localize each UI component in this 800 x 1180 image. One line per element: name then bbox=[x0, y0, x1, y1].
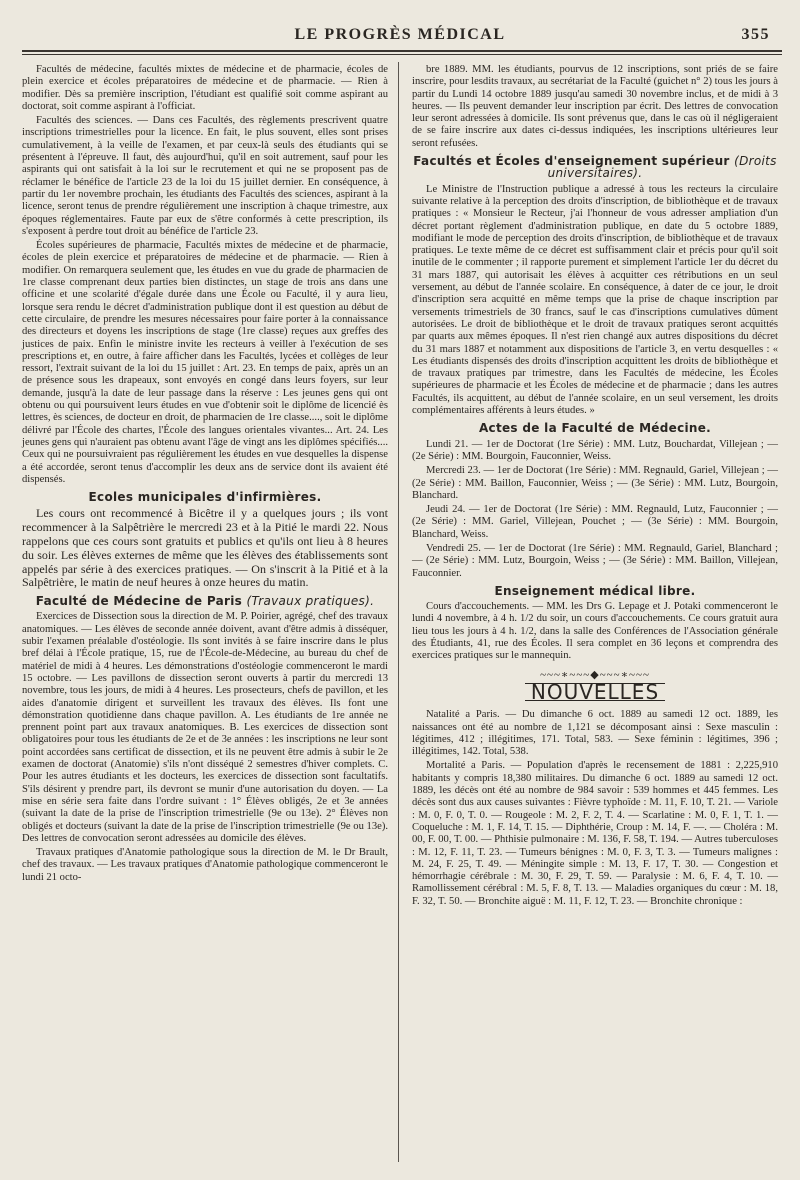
ornament-rule: ~~~∗~~~◆~~~∗~~~ bbox=[540, 668, 650, 681]
paragraph-circulaire: Le Ministre de l'Instruction publique a adressé à tous les recteurs la circulaire suivante relative à la perception des droits d'inscription, de bibliothèque et de travaux pratiques : « Monsieur le Recteur, j'ai l'honneur de vous adresser ampliation d'un décret portant règlement d'administration publique, en date du 5 octobre 1889, modifiant le mode de perception des droits d'inscription, de bibliothèque et de travaux pratiques. Le texte même de ce décret est suffisamment clair et précis pour qu'il soit inutile de le commenter ; il rapporte purement et simplement l'article 1er du décret du 31 mars 1887, qui autorisait les élèves à acquitter ces rétributions en un seul versement, au début de l'année scolaire. En conséquence, à dater de ce jour, le droit d'inscription sera acquitté en même temps que la prise de chaque inscription par versements trimestriels de 30 francs, sauf le cas d'inscriptions cumulatives dûment autorisées. Le droit de bibliothèque et le droit de travaux pratiques seront acquittés par quarts aux mêmes époques. Il n'est rien changé aux autres dispositions du décret du 31 mars 1887 et notamment aux dispositions de l'article 3, en vertu desquelles : « Les étudiants dispensés des droits d'inscription acquittent les droits de bibliothèque et de travaux pratiques par trimestre, dans les Facultés de médecine, les Écoles supérieures de pharmacie et les Écoles de médecine et de pharmacie ; dans les autres Facultés, ils acquittent, au début de l'année scolaire, en un seul versement, les droits complémentaires afférents à leurs études. » bbox=[412, 183, 778, 417]
paragraph-mortalite: Mortalité a Paris. — Population d'après le recensement de 1881 : 2,225,910 habitants y compris 18,380 militaires. Du dimanche 6 oct. 1889 au samedi 12 oct. 1889, les décès ont été au nombre de 984 savoir : 539 hommes et 445 femmes. Les décès sont dus aux causes suivantes : Fièvre typhoïde : M. 11, F. 10, T. 21. — Variole : M. 0, F. 0, T. 0. — Rougeole : M. 2, F. 2, T. 4. — Scarlatine : M. 0, F. 1, T. 1. — Coqueluche : M. 1, F. 14, T. 15. — Diphthérie, Croup : M. 14, F. —. — Choléra : M. 00, F. 00, T. 00. — Phthisie pulmonaire : M. 136, F. 58, T. 194. — Autres tuberculoses : M. 12, F. 11, T. 23. — Tumeurs bénignes : M. 0, F. 3, T. 3. — Tumeurs malignes : M. 24, F. 25, T. 49. — Méningite simple : M. 13, F. 17, T. 30. — Congestion et hémorrhagie cérébrale : M. 30, F. 29, T. 59. — Paralysie : M. 6, F. 4, T. 10. — Ramollissement cérébral : M. 5, F. 8, T. 13. — Maladies organiques du cœur : M. 18, F. 32, T. 50. — Bronchite aiguë : M. 11, F. 12, T. 23. — Bronchite chronique : bbox=[412, 760, 778, 907]
heading-enseignement-superieur bbox=[412, 155, 778, 180]
paragraph-inscriptions: bre 1889. MM. les étudiants, pourvus de 12 inscriptions, sont priés de se faire inscrire, pour lesdits travaux, au secrétariat de la Faculté (guichet n° 2) tous les jours à partir du Lundi 14 octobre 1889 jusqu'au samedi 30 novembre inclus, et de midi à 3 heures. — Ils peuvent demander leur inscription par écrit. Des lettres de convocation leur seront adressées à domicile. Ils sont prévenus que, dans le cas où il négligeraient de se faire inscrire aux dates ci-dessus indiquées, les inscriptions ultérieures leur seront refusées. bbox=[412, 64, 778, 149]
paragraph-natalite: Natalité a Paris. — Du dimanche 6 oct. 1889 au samedi 12 oct. 1889, les naissances ont été au nombre de 1,121 se décomposant ainsi : Sexe masculin : légitimes, 412 ; illégitimes, 171. Total, 583. — Sexe féminin : légitimes, 396 ; illégitimes, 142. Total, 538. bbox=[412, 709, 778, 758]
right-column bbox=[412, 64, 778, 910]
page-header bbox=[20, 26, 780, 48]
heading-faculte-sub: (Travaux pratiques). bbox=[246, 594, 375, 609]
heading-ens-text: Facultés et Écoles d'enseignement supérieur bbox=[413, 154, 730, 169]
paragraph-ecoles-pharmacie: Écoles supérieures de pharmacie, Facultés mixtes de médecine et de pharmacie, écoles de plein exercice et préparatoires de médecine et de pharmacie. — Rien à modifier. On remarquera seulement que, les études en vue du grade de pharmacien de 1re classe comprenant deux parties bien distinctes, un stage de trois ans dans une officine et une scolarité d'égale durée dans une École ou Faculté, il y aura lieu, lorsque sera rendu le décret d'administration publique dont il est question au début de cette circulaire, de prendre les mesures nécessaires pour faire porter à la connaissance des directeurs et doyens les inscriptions de stage (1re classe) reçues aux greffes des justices de paix. Enfin le ministre invite les recteurs à veiller à l'exécution de ses prescriptions et, en outre, à faire afficher dans les Facultés, lycées et collèges de leur ressort, l'extrait suivant de la loi du 15 juillet : Art. 23. En temps de paix, après un an de présence sous les drapeaux, sont envoyés en congé dans leurs foyers, sur leur demande, jusqu'à la date de leur passage dans la réserve : Les jeunes gens qui ont obtenu ou qui poursuivent leurs études en vue d'obtenir soit le diplôme de licencié ès lettres, ès sciences, de docteur en droit, de pharmacien de 1re classe...., soit le diplôme délivré par l'École des chartes, l'École des langues orientales vivantes... Art. 24. Les jeunes gens qui n'auraient pas obtenu avant l'âge de vingt ans les diplômes spécifiés.... Ceux qui ne poursuivraient pas régulièrement les études en vue desquelles la dispense a été accordée, seront tenus d'accomplir les deux ans de service dont ils avaient été dispensés. bbox=[22, 240, 388, 485]
left-column bbox=[22, 64, 388, 886]
acte-mercredi: Mercredi 23. — 1er de Doctorat (1re Série) : MM. Regnauld, Gariel, Villejean ; — (2e Série) : MM. Baillon, Fauconnier, Weiss ; — (3e Série) : MM. Lutz, Bourgoin, Blanchard. bbox=[412, 465, 778, 501]
heading-actes-faculte: Actes de la Faculté de Médecine. bbox=[478, 421, 712, 436]
heading-ens-sub: (Droits universitaires). bbox=[547, 154, 777, 181]
column-divider bbox=[398, 62, 399, 1162]
acte-vendredi: Vendredi 25. — 1er de Doctorat (1re Série) : MM. Regnauld, Gariel, Blanchard ; — (2e Série) : MM. Lutz, Bourgoin, Weiss ; — (3e Série) : MM. Baillon, Villejean, Fauconnier. bbox=[412, 542, 778, 579]
heading-faculte-text: Faculté de Médecine de Paris bbox=[35, 594, 243, 609]
paragraph-facultes-sciences: Facultés des sciences. — Dans ces Facultés, des règlements prescrivent quatre inscriptions trimestrielles pour la licence. En fait, le plus souvent, elles sont prises cumulativement, à la veille de l'examen, et par ceux-là seuls des étudiants qui se présentent à l'épreuve. Il faut, dès aujourd'hui, qu'il en soit autrement, sauf pour les aspirants qui ont satisfait à la loi sur le recrutement et qui ne se proposent pas de réclamer le bénéfice de l'article 23 de la loi du 15 juillet dernier. En conséquence, à partir du 1er novembre prochain, les étudiants des Facultés des sciences, aspirant à la licence, seront tenus de prendre régulièrement une inscription à chaque trimestre, aux époques réglementaires. Faute par eux de s'être conformés à cette prescription, ils s'exposent à perdre tout droit au bénéfice de l'article 23. bbox=[22, 115, 388, 237]
paragraph-anatomie-pathologique: Travaux pratiques d'Anatomie pathologique sous la direction de M. le Dr Brault, chef des travaux. — Les travaux pratiques d'Anatomie pathologique commenceront le lundi 21 octo- bbox=[22, 847, 388, 883]
page-number: 355 bbox=[741, 26, 770, 43]
acte-jeudi: Jeudi 24. — 1er de Doctorat (1re Série) : MM. Regnauld, Lutz, Fauconnier ; — (2e Série) : MM. Gariel, Villejean, Pouchet ; — (3e Série) : MM. Bourgoin, Blanchard, Weiss. bbox=[412, 504, 778, 540]
heading-ecoles-infirmieres: Ecoles municipales d'infirmières. bbox=[88, 490, 322, 505]
acte-lundi: Lundi 21. — 1er de Doctorat (1re Série) : MM. Lutz, Bouchardat, Villejean ; — (2e Série) : MM. Bourgoin, Fauconnier, Weiss. bbox=[412, 438, 778, 462]
journal-title: LE PROGRÈS MÉDICAL bbox=[294, 26, 506, 43]
paragraph-cours-infirmieres: Les cours ont recommencé à Bicêtre il y a quelques jours ; ils vont recommencer à la Salpêtrière le mercredi 23 et à la Pitié le mardi 22. Nous rappelons que ces cours sont gratuits et publics et qu'ils ont lieu à 8 heures du soir. Les élèves externes de même que les élèves des établissements sont appelés par série à des exercices pratiques. — On s'inscrit à la Pitié et à la Salpêtrière, le matin de neuf heures à onze heures du matin. bbox=[22, 506, 388, 590]
paragraph-dissection: Exercices de Dissection sous la direction de M. P. Poirier, agrégé, chef des travaux anatomiques. — Les élèves de seconde année doivent, avant d'être admis à disséquer, subir l'examen préalable d'ostéologie. Ils sont invités à se faire inscrire dans le plus bref délai à l'École pratique, 15, rue de l'École-de-Médecine, au bureau du chef de matériel de midi à 4 heures. Les démonstrations d'ostéologie commenceront le mardi 15 octobre. — Les pavillons de dissection seront ouverts à partir du mercredi 13 novembre, tous les jours, de midi à 4 heures. Les prosecteurs, chefs de pavillon, et les aides d'anatomie dirigent et surveillent les travaux des élèves. Ils font une démonstration quotidienne dans chaque pavillon. A. Les étudiants de 1re année ne prennent point part aux travaux anatomiques. B. Les exercices de dissection sont obligatoires pour tous les étudiants de 2e et de 3e années : les inscriptions ne leur sont point accordées sans certificat de dissection, et ils ne peuvent être admis à subir le 2e examen de doctorat (Anatomie) s'ils n'ont disséqué 2 semestres d'hiver complets. C. Pour les autres étudiants et les docteurs, les exercices de dissection sont facultatifs. S'ils désirent y prendre part, ils devront se munir d'une autorisation du doyen. — La mise en série sera faite dans l'ordre suivant : 1° Élèves obligés, 2e et 3e années (suivant la date de la prise de l'inscription trimestrielle (9e ou 13e). 2° Élèves non obligés et docteurs (suivant la date de la prise de l'inscription trimestrielle (9e ou 13e). Des lettres de convocation seront adressées au domicile des élèves. bbox=[22, 611, 388, 844]
heading-faculte-medecine bbox=[22, 595, 388, 607]
heading-nouvelles: NOUVELLES bbox=[525, 683, 665, 701]
paragraph-facultes-medecine: Facultés de médecine, facultés mixtes de médecine et de pharmacie, écoles de plein exercice et écoles préparatoires de médecine et de pharmacie. — Rien à modifier. Dès sa première inscription, l'étudiant est qualifié soit comme aspirant au doctorat, soit comme aspirant à l'officiat. bbox=[22, 64, 388, 112]
header-rule bbox=[22, 50, 782, 55]
nouvelles-banner bbox=[412, 669, 778, 704]
heading-enseignement-libre: Enseignement médical libre. bbox=[494, 583, 696, 598]
paragraph-cours-accouchements: Cours d'accouchements. — MM. les Drs G. Lepage et J. Potaki commenceront le lundi 4 novembre, à 4 h. 1/2 du soir, un cours d'accouchements. Ce cours gratuit aura lieu tous les jours à 4 h. 1/2, dans la salle des Conférences de l'Association générale des Étudiants, 41, rue des Écoles. Il sera complet en 36 leçons et comprendra des exercices pratiques sur le mannequin. bbox=[412, 601, 778, 662]
